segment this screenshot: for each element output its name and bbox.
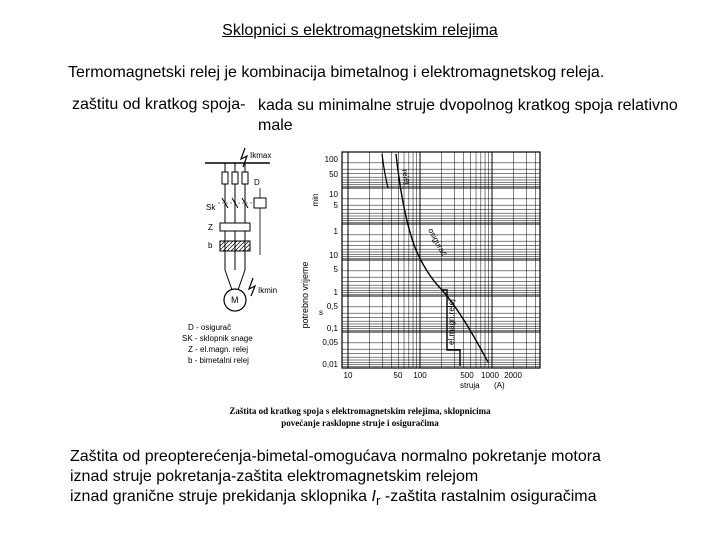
x-tick-label: 500	[460, 371, 474, 380]
x-tick-label: 2000	[504, 371, 522, 380]
y-tick-label: 10	[329, 251, 338, 260]
x-tick-label: 10	[343, 371, 353, 380]
x-tick-label: 50	[393, 371, 403, 380]
circuit-schematic	[182, 148, 277, 365]
ikmax-arrow-icon	[241, 148, 247, 167]
body-line-3	[70, 488, 597, 508]
contactor-tag: Sk	[206, 203, 216, 212]
y-axis-title: potrebno vrijeme	[300, 261, 310, 329]
protection-figure	[170, 140, 550, 438]
y-tick-label: 1	[333, 227, 338, 236]
y-tick-label: 0,1	[326, 324, 338, 333]
x-unit: (A)	[494, 381, 505, 390]
fuse-curve-label: osigurač	[426, 226, 449, 258]
body-line-3-end: -zaštita rastalnim osiguračima	[380, 488, 597, 505]
magnetic-relay-tag: Z	[208, 223, 213, 232]
figure-caption-line1: Zaštita od kratkog spoja s elektromagnetskim relejima, sklopnicima	[229, 406, 491, 416]
y-tick-label: 1	[333, 288, 338, 297]
y-tick-label: 100	[324, 155, 338, 164]
y-tick-label: 5	[333, 265, 338, 274]
y-unit-min: min	[311, 193, 320, 207]
y-tick-label: 0,5	[326, 302, 338, 311]
y-tick-label: 0,01	[322, 360, 338, 369]
protection-description: kada su minimalne struje dvopolnog kratkog spoja relativno male	[258, 97, 678, 134]
ikmin-arrow-icon	[249, 278, 255, 296]
ikmin-label: Ikmin	[258, 286, 278, 295]
motor-label: M	[231, 295, 239, 305]
y-tick-label: 10	[329, 190, 338, 199]
body-line-3-start: iznad granične struje prekidanja sklopnika	[70, 488, 372, 505]
fuse-tag: D	[254, 178, 260, 187]
time-current-chart	[300, 152, 540, 390]
intro-text: Termomagnetski relej je kombinacija bimetalnog i elektromagnetskog releja.	[68, 64, 605, 81]
y-tick-label: 50	[329, 170, 338, 179]
magnetic-curve-label: el.magn.relej	[447, 299, 456, 345]
y-tick-label: 0,05	[322, 338, 338, 347]
x-axis-title: struja	[460, 381, 480, 390]
protection-label: zaštitu od kratkog spoja-	[72, 96, 246, 113]
legend-item: D - osigurač	[188, 323, 232, 332]
legend-item: SK - sklopnik snage	[182, 334, 253, 343]
current-symbol: I	[371, 488, 376, 505]
legend-item: Z - el.magn. relej	[188, 345, 249, 354]
x-tick-label: 1000	[481, 371, 499, 380]
x-tick-label: 100	[413, 371, 427, 380]
page-title: Sklopnici s elektromagnetskim relejima	[222, 22, 498, 39]
y-unit-s: s	[319, 308, 323, 317]
bimetal-curve-label: relej	[400, 168, 412, 186]
current-subscript: r	[375, 493, 381, 509]
figure-caption-line2: povećanje rasklopne struje i osiguračima	[281, 418, 439, 428]
body-line-1: Zaštita od preopterećenja-bimetal-omogućava normalno pokretanje motora	[70, 448, 601, 465]
bimetal-relay-tag: b	[208, 241, 213, 250]
body-line-2: iznad struje pokretanja-zaštita elektromagnetskim relejom	[70, 468, 479, 485]
legend-item: b - bimetalni relej	[188, 356, 249, 365]
y-tick-label: 5	[333, 201, 338, 210]
ikmax-label: Ikmax	[250, 151, 272, 160]
